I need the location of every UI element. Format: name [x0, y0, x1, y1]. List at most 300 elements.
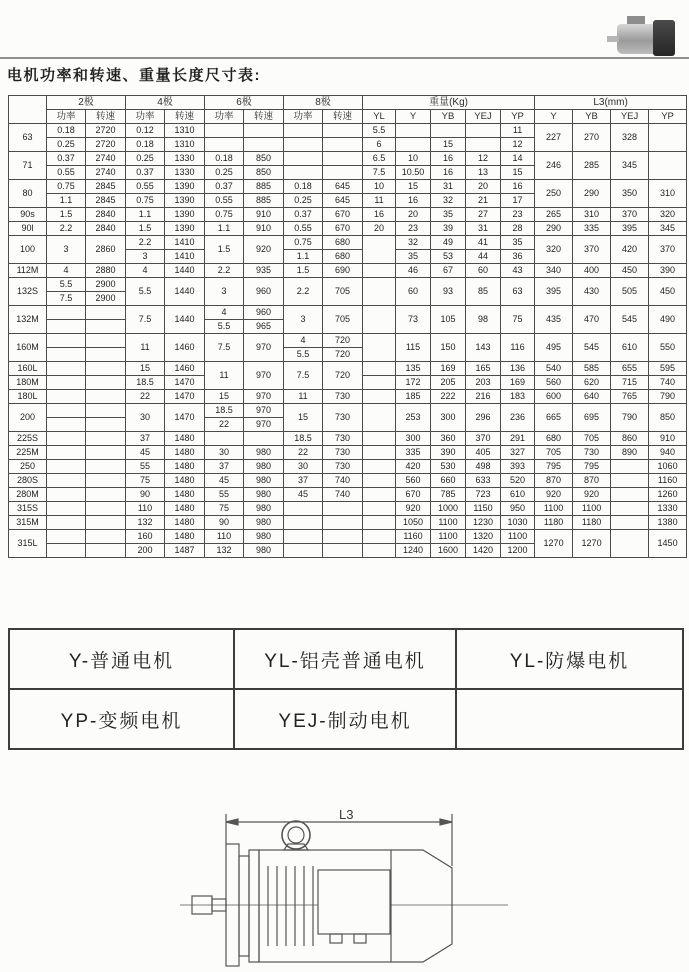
table-row: [9, 530, 687, 544]
table-cell: [363, 460, 396, 474]
table-cell: 2.2: [47, 222, 86, 236]
table-cell: 395: [535, 278, 573, 306]
header-group-cell: 2极: [47, 96, 126, 110]
table-cell: 430: [573, 278, 611, 306]
table-cell: 1440: [165, 278, 205, 306]
table-cell: 1230: [466, 516, 501, 530]
table-cell: 90: [205, 516, 244, 530]
table-cell: 545: [573, 334, 611, 362]
table-cell: [284, 152, 323, 166]
table-cell: [363, 530, 396, 544]
spec-table: [8, 95, 687, 558]
table-cell: [284, 124, 323, 138]
motor-photo: [605, 14, 679, 60]
table-cell: 2.2: [284, 278, 323, 306]
table-cell: 67: [431, 264, 466, 278]
table-cell: 112M: [9, 264, 47, 278]
table-cell: 390: [649, 264, 687, 278]
table-cell: [363, 502, 396, 516]
table-cell: 20: [396, 208, 431, 222]
table-cell: 1480: [165, 516, 205, 530]
table-cell: 32: [396, 236, 431, 250]
header-sub-cell: 转速: [165, 110, 205, 124]
table-cell: [47, 460, 86, 474]
header-group-cell: 4极: [126, 96, 205, 110]
table-cell: 680: [323, 236, 363, 250]
table-row: [9, 236, 687, 250]
table-cell: [323, 166, 363, 180]
table-cell: [396, 124, 431, 138]
table-cell: [284, 544, 323, 558]
table-cell: 45: [205, 474, 244, 488]
table-cell: 600: [535, 390, 573, 404]
table-cell: 290: [573, 180, 611, 208]
table-cell: 75: [205, 502, 244, 516]
table-cell: 0.55: [47, 166, 86, 180]
table-cell: 420: [396, 460, 431, 474]
table-cell: 71: [9, 152, 47, 180]
table-cell: 740: [323, 488, 363, 502]
table-cell: 1460: [165, 362, 205, 376]
table-cell: 2845: [86, 180, 126, 194]
table-cell: 540: [535, 362, 573, 376]
table-cell: 11: [205, 362, 244, 390]
table-cell: 39: [431, 222, 466, 236]
legend-row: [9, 689, 683, 749]
table-cell: 1.5: [47, 208, 86, 222]
table-cell: [284, 530, 323, 544]
table-cell: 350: [611, 180, 649, 208]
table-cell: [47, 320, 86, 334]
legend-cell-yl: YL-铝壳普通电机: [234, 629, 456, 689]
table-cell: [363, 446, 396, 460]
table-cell: 765: [611, 390, 649, 404]
table-cell: 132: [205, 544, 244, 558]
table-cell: 200: [9, 404, 47, 432]
table-cell: 280M: [9, 488, 47, 502]
table-cell: 1200: [501, 544, 535, 558]
table-cell: 28: [501, 222, 535, 236]
header-sub-cell: 转速: [244, 110, 284, 124]
table-cell: 690: [323, 264, 363, 278]
table-cell: 1480: [165, 488, 205, 502]
table-cell: 1390: [165, 208, 205, 222]
table-cell: 490: [649, 306, 687, 334]
table-cell: 980: [244, 460, 284, 474]
table-cell: 450: [611, 264, 649, 278]
table-row: [9, 278, 687, 292]
table-row: [9, 502, 687, 516]
table-cell: 5.5: [126, 278, 165, 306]
table-cell: [205, 124, 244, 138]
table-cell: 45: [284, 488, 323, 502]
table-cell: 335: [573, 222, 611, 236]
table-cell: 265: [535, 208, 573, 222]
table-cell: 10: [363, 180, 396, 194]
table-cell: 980: [244, 530, 284, 544]
legend-cell-empty: [456, 689, 683, 749]
table-cell: 450: [649, 278, 687, 306]
table-cell: 4: [205, 306, 244, 320]
table-cell: [611, 516, 649, 530]
table-cell: 45: [126, 446, 165, 460]
table-cell: 1030: [501, 516, 535, 530]
table-cell: [86, 544, 126, 558]
table-cell: 35: [431, 208, 466, 222]
table-cell: 300: [431, 404, 466, 432]
table-cell: 320: [649, 208, 687, 222]
motor-photo-body: [617, 24, 657, 54]
table-cell: 850: [244, 152, 284, 166]
table-cell: [363, 516, 396, 530]
table-cell: 920: [535, 488, 573, 502]
table-cell: 620: [573, 376, 611, 390]
table-cell: [47, 488, 86, 502]
table-cell: 1180: [573, 516, 611, 530]
table-cell: 150: [431, 334, 466, 362]
table-cell: 222: [431, 390, 466, 404]
table-cell: 1270: [573, 530, 611, 558]
table-cell: 940: [649, 446, 687, 460]
table-cell: 115: [396, 334, 431, 362]
table-cell: 16: [396, 194, 431, 208]
table-cell: 870: [535, 474, 573, 488]
table-cell: 5.5: [205, 320, 244, 334]
table-cell: 15: [205, 390, 244, 404]
table-cell: 17: [501, 194, 535, 208]
table-cell: 720: [323, 348, 363, 362]
table-cell: 37: [284, 474, 323, 488]
table-cell: 4: [126, 264, 165, 278]
table-cell: 655: [611, 362, 649, 376]
table-cell: 315S: [9, 502, 47, 516]
table-cell: 7.5: [47, 292, 86, 306]
table-row: [9, 334, 687, 348]
table-cell: 20: [466, 180, 501, 194]
table-cell: 1100: [501, 530, 535, 544]
table-row: [9, 474, 687, 488]
table-cell: 253: [396, 404, 431, 432]
table-cell: 970: [244, 418, 284, 432]
table-cell: 1420: [466, 544, 501, 558]
table-cell: 850: [649, 404, 687, 432]
table-cell: 705: [573, 432, 611, 446]
table-cell: 370: [466, 432, 501, 446]
page-title: 电机功率和转速、重量长度尺寸表:: [7, 67, 261, 84]
table-cell: [86, 334, 126, 348]
table-cell: 0.18: [47, 124, 86, 138]
table-cell: 43: [501, 264, 535, 278]
table-cell: 0.37: [126, 166, 165, 180]
table-cell: 132S: [9, 278, 47, 306]
table-cell: 1470: [165, 404, 205, 432]
table-cell: [47, 516, 86, 530]
table-cell: 280S: [9, 474, 47, 488]
table-cell: 110: [205, 530, 244, 544]
table-cell: 1100: [431, 516, 466, 530]
table-cell: 0.25: [47, 138, 86, 152]
table-cell: 1410: [165, 236, 205, 250]
table-cell: 46: [396, 264, 431, 278]
table-cell: 980: [244, 446, 284, 460]
header-sub-cell: YB: [573, 110, 611, 124]
table-cell: 980: [244, 502, 284, 516]
table-cell: 0.75: [47, 180, 86, 194]
table-cell: 790: [611, 404, 649, 432]
table-cell: 11: [284, 390, 323, 404]
table-cell: 1470: [165, 376, 205, 390]
table-cell: 970: [244, 362, 284, 390]
table-cell: 2840: [86, 208, 126, 222]
table-cell: 205: [431, 376, 466, 390]
table-cell: 165: [466, 362, 501, 376]
table-cell: 35: [396, 250, 431, 264]
table-row: [9, 208, 687, 222]
table-cell: 1410: [165, 250, 205, 264]
table-row: [9, 404, 687, 418]
table-cell: 0.75: [126, 194, 165, 208]
table-cell: 715: [611, 376, 649, 390]
table-cell: 695: [573, 404, 611, 432]
table-cell: 12: [501, 138, 535, 152]
table-cell: 63: [501, 278, 535, 306]
table-cell: 420: [611, 236, 649, 264]
header-sub-cell: 功率: [47, 110, 86, 124]
table-cell: 1310: [165, 138, 205, 152]
table-row: [9, 446, 687, 460]
table-cell: 730: [323, 446, 363, 460]
table-cell: 2900: [86, 278, 126, 292]
table-cell: 680: [323, 250, 363, 264]
table-cell: 495: [535, 334, 573, 362]
table-cell: 345: [649, 222, 687, 236]
motor-photo-shaft: [607, 36, 619, 42]
table-cell: [649, 124, 687, 152]
table-cell: 790: [649, 390, 687, 404]
table-cell: 60: [466, 264, 501, 278]
table-cell: 6: [363, 138, 396, 152]
table-cell: 645: [323, 180, 363, 194]
header-sub-cell: YP: [649, 110, 687, 124]
table-cell: [284, 138, 323, 152]
table-cell: [47, 544, 86, 558]
table-cell: 5.5: [284, 348, 323, 362]
table-cell: 870: [573, 474, 611, 488]
table-cell: 15: [284, 404, 323, 432]
table-cell: 169: [431, 362, 466, 376]
table-cell: [363, 236, 396, 264]
table-cell: 970: [244, 404, 284, 418]
table-cell: 328: [611, 124, 649, 152]
table-cell: 110: [126, 502, 165, 516]
table-cell: 37: [205, 460, 244, 474]
table-cell: 236: [501, 404, 535, 432]
table-cell: 135: [396, 362, 431, 376]
table-cell: 2720: [86, 124, 126, 138]
table-cell: [47, 376, 86, 390]
table-cell: 965: [244, 320, 284, 334]
header-group-cell: [9, 96, 47, 124]
table-cell: 0.18: [284, 180, 323, 194]
table-cell: 160L: [9, 362, 47, 376]
table-cell: [363, 334, 396, 362]
table-cell: 20: [363, 222, 396, 236]
table-cell: 720: [323, 362, 363, 390]
table-cell: 1390: [165, 194, 205, 208]
table-cell: 2900: [86, 292, 126, 306]
table-cell: 2740: [86, 166, 126, 180]
table-cell: [47, 306, 86, 320]
table-cell: 30: [284, 460, 323, 474]
table-cell: 723: [466, 488, 501, 502]
table-cell: 1150: [466, 502, 501, 516]
table-cell: [363, 306, 396, 334]
table-cell: 370: [573, 236, 611, 264]
table-cell: 1480: [165, 432, 205, 446]
table-cell: 327: [501, 446, 535, 460]
table-cell: 23: [501, 208, 535, 222]
table-cell: 16: [431, 152, 466, 166]
table-cell: 41: [466, 236, 501, 250]
table-cell: 400: [573, 264, 611, 278]
table-cell: 730: [323, 404, 363, 432]
table-cell: 980: [244, 488, 284, 502]
table-cell: [86, 460, 126, 474]
table-cell: 395: [611, 222, 649, 236]
table-cell: [205, 432, 244, 446]
table-cell: 1330: [165, 166, 205, 180]
table-cell: 795: [573, 460, 611, 474]
table-cell: 32: [431, 194, 466, 208]
table-cell: 3: [47, 236, 86, 264]
table-cell: [323, 530, 363, 544]
table-cell: 795: [535, 460, 573, 474]
table-cell: 370: [649, 236, 687, 264]
table-cell: 1160: [649, 474, 687, 488]
table-cell: 100: [9, 236, 47, 264]
table-cell: 1.1: [126, 208, 165, 222]
table-cell: [363, 264, 396, 278]
table-row: [9, 488, 687, 502]
table-cell: [86, 404, 126, 418]
table-cell: 405: [466, 446, 501, 460]
table-cell: 22: [284, 446, 323, 460]
table-cell: 1450: [649, 530, 687, 558]
table-cell: 1260: [649, 488, 687, 502]
table-cell: 785: [431, 488, 466, 502]
table-cell: 1180: [535, 516, 573, 530]
legend-cell-yej: YEJ-制动电机: [234, 689, 456, 749]
table-cell: 1320: [466, 530, 501, 544]
table-cell: 530: [431, 460, 466, 474]
table-cell: 740: [323, 474, 363, 488]
table-cell: [284, 516, 323, 530]
table-cell: 960: [244, 278, 284, 306]
table-row: [9, 432, 687, 446]
table-cell: 80: [9, 180, 47, 208]
table-cell: [363, 390, 396, 404]
table-cell: [86, 418, 126, 432]
table-cell: [363, 376, 396, 390]
table-cell: 90s: [9, 208, 47, 222]
table-cell: 730: [323, 432, 363, 446]
table-cell: 920: [573, 488, 611, 502]
table-cell: [284, 166, 323, 180]
table-cell: 1060: [649, 460, 687, 474]
table-cell: 360: [431, 432, 466, 446]
table-cell: 85: [466, 278, 501, 306]
table-cell: 970: [244, 390, 284, 404]
table-cell: 980: [244, 474, 284, 488]
table-cell: 160M: [9, 334, 47, 362]
header-sub-cell: 功率: [126, 110, 165, 124]
table-cell: 136: [501, 362, 535, 376]
table-cell: 560: [396, 474, 431, 488]
table-row: [9, 516, 687, 530]
table-cell: 290: [535, 222, 573, 236]
table-cell: 36: [501, 250, 535, 264]
table-cell: 22: [126, 390, 165, 404]
table-cell: 183: [501, 390, 535, 404]
table-cell: [86, 432, 126, 446]
table-cell: [363, 544, 396, 558]
table-cell: 55: [126, 460, 165, 474]
table-cell: 1270: [535, 530, 573, 558]
table-cell: 22: [205, 418, 244, 432]
table-cell: [396, 138, 431, 152]
table-cell: 18.5: [126, 376, 165, 390]
table-cell: 6.5: [363, 152, 396, 166]
table-cell: [86, 446, 126, 460]
table-row: [9, 180, 687, 194]
table-cell: 132: [126, 516, 165, 530]
table-cell: 7.5: [126, 306, 165, 334]
table-cell: 1440: [165, 306, 205, 334]
header-sub-cell: Y: [535, 110, 573, 124]
table-cell: 13: [466, 166, 501, 180]
table-cell: [611, 488, 649, 502]
table-cell: [47, 404, 86, 418]
table-cell: 1.1: [284, 250, 323, 264]
table-cell: 340: [535, 264, 573, 278]
legend-cell-yl2: YL-防爆电机: [456, 629, 683, 689]
table-cell: 1.1: [47, 194, 86, 208]
header-group-cell: 6极: [205, 96, 284, 110]
table-cell: 60: [396, 278, 431, 306]
table-cell: 27: [466, 208, 501, 222]
table-cell: 5.5: [47, 278, 86, 292]
table-cell: 1390: [165, 222, 205, 236]
table-cell: 132M: [9, 306, 47, 334]
divider-rule: [0, 57, 689, 59]
table-cell: 15: [126, 362, 165, 376]
table-cell: 55: [205, 488, 244, 502]
table-cell: [86, 474, 126, 488]
table-cell: 1480: [165, 460, 205, 474]
table-cell: [86, 488, 126, 502]
table-cell: [363, 474, 396, 488]
table-cell: 610: [501, 488, 535, 502]
table-cell: 980: [244, 516, 284, 530]
table-cell: 30: [126, 404, 165, 432]
table-cell: 16: [431, 166, 466, 180]
table-cell: [323, 152, 363, 166]
table-cell: [47, 432, 86, 446]
table-cell: 1100: [573, 502, 611, 516]
table-cell: 11: [363, 194, 396, 208]
table-cell: 90: [126, 488, 165, 502]
table-cell: 3: [126, 250, 165, 264]
